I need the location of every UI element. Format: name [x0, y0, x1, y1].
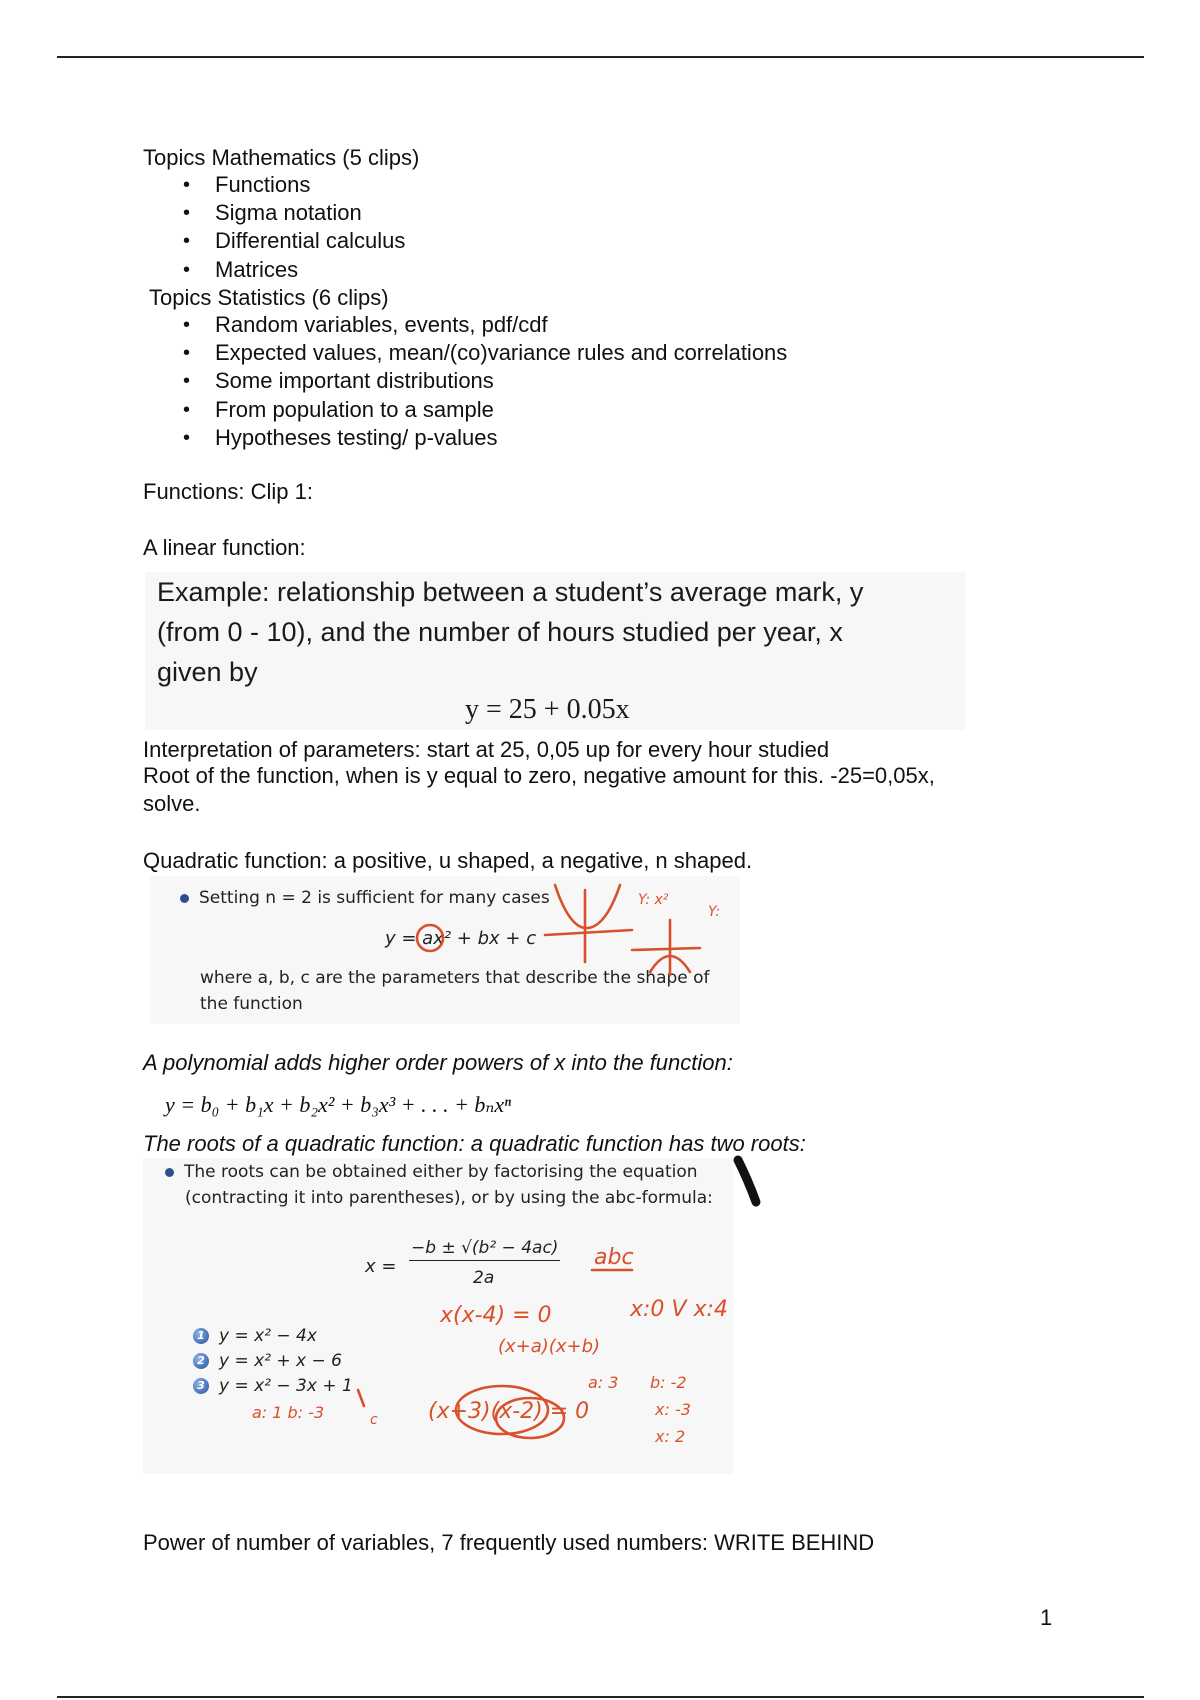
list-item: • Differential calculus: [183, 228, 405, 256]
hand-note-a-b: a: 1 b: -3: [252, 1403, 325, 1422]
quad-formula: y = ax² + bx + c: [385, 928, 537, 949]
list-item: • Hypotheses testing/ p-values: [183, 425, 787, 453]
roots-bullet-2: (contracting it into parentheses), or by using the abc-formula:: [185, 1188, 713, 1208]
list-item: • Random variables, events, pdf/cdf: [183, 312, 787, 340]
header-rule: [57, 56, 1144, 58]
topics-math-list: [183, 172, 405, 285]
page-number: 1: [1040, 1605, 1053, 1630]
polynomial-heading: A polynomial adds higher order powers of x into the function:: [143, 1050, 733, 1075]
abc-formula-numerator: −b ± √(b² − 4ac): [409, 1238, 560, 1261]
roots-handwritten-notes: [240, 1240, 780, 1460]
root-text-line-1: Root of the function, when is y equal to zero, negative amount for this. -25=0,05x,: [143, 763, 935, 788]
example-row-1: 1 y = x² − 4x: [193, 1326, 317, 1346]
hand-note-abc: abc: [594, 1245, 634, 1270]
list-item: • Matrices: [183, 257, 405, 285]
quad-where-2: the function: [200, 994, 303, 1014]
example-row-3: 3 y = x² − 3x + 1: [193, 1376, 353, 1396]
hand-note-factor-template: (x+a)(x+b): [498, 1336, 601, 1357]
example-line-2: (from 0 - 10), and the number of hours studied per year, x: [157, 617, 843, 647]
topics-stats-list: [183, 312, 787, 453]
note-y-x2: Y: x²: [638, 892, 669, 908]
list-item: • Expected values, mean/(co)variance rules and correlations: [183, 340, 787, 368]
roots-heading: The roots of a quadratic function: a quadratic function has two roots:: [143, 1131, 806, 1156]
example-line-1: Example: relationship between a student’s average mark, y: [157, 577, 864, 607]
list-item: • Functions: [183, 172, 405, 200]
hand-note-factor-1: x(x-4) = 0: [440, 1303, 552, 1328]
abc-formula-denominator: 2a: [473, 1268, 495, 1288]
example-row-2: 2 y = x² + x − 6: [193, 1351, 342, 1371]
bullet-icon: [165, 1168, 174, 1177]
hand-note-x2: x: 2: [655, 1427, 686, 1446]
root-text-line-2: solve.: [143, 791, 201, 816]
number-badge-icon: 1: [193, 1328, 209, 1344]
abc-formula-lhs: x =: [365, 1256, 397, 1277]
pen-cursor-icon: [730, 1150, 770, 1210]
linear-heading: A linear function:: [143, 535, 306, 560]
quadratic-heading: Quadratic function: a positive, u shaped, a negative, n shaped.: [143, 848, 753, 873]
clip-heading: Functions: Clip 1:: [143, 479, 313, 504]
example-line-3: given by: [157, 657, 258, 687]
note-y: Y:: [708, 904, 721, 920]
interpretation-text: Interpretation of parameters: start at 25, 0,05 up for every hour studied: [143, 737, 830, 762]
list-item: • Some important distributions: [183, 368, 787, 396]
number-badge-icon: 3: [193, 1378, 209, 1394]
topics-math-heading: Topics Mathematics (5 clips): [143, 145, 420, 170]
quad-where-1: where a, b, c are the parameters that describe the shape of: [200, 968, 710, 988]
circle-a-mark: [417, 925, 443, 951]
linear-example-slide: [145, 572, 965, 730]
polynomial-formula: y = b₀ + b₁x + b₂x² + b₃x³ + . . . + bₙxⁿ: [165, 1092, 512, 1117]
hand-note-x1: x: -3: [655, 1400, 691, 1419]
hand-note-a: a: 3: [588, 1373, 619, 1392]
footer-rule: [57, 1696, 1144, 1698]
hand-note-factor-2: (x+3)(x-2) = 0: [428, 1399, 590, 1424]
quad-bullet: Setting n = 2 is sufficient for many cases: [180, 888, 550, 908]
quadratic-handwritten-sketch: [370, 880, 750, 980]
list-item: • Sigma notation: [183, 200, 405, 228]
list-item: • From population to a sample: [183, 397, 787, 425]
hand-note-roots-1: x:0 V x:4: [630, 1297, 728, 1322]
hand-note-c: c: [370, 1412, 378, 1428]
topics-stats-heading: Topics Statistics (6 clips): [149, 285, 389, 310]
power-line: Power of number of variables, 7 frequently used numbers: WRITE BEHIND: [143, 1530, 875, 1555]
bullet-icon: [180, 894, 189, 903]
linear-equation: y = 25 + 0.05x: [465, 694, 630, 725]
roots-bullet-1: The roots can be obtained either by factorising the equation: [165, 1162, 698, 1182]
hand-note-b: b: -2: [650, 1373, 687, 1392]
number-badge-icon: 2: [193, 1353, 209, 1369]
